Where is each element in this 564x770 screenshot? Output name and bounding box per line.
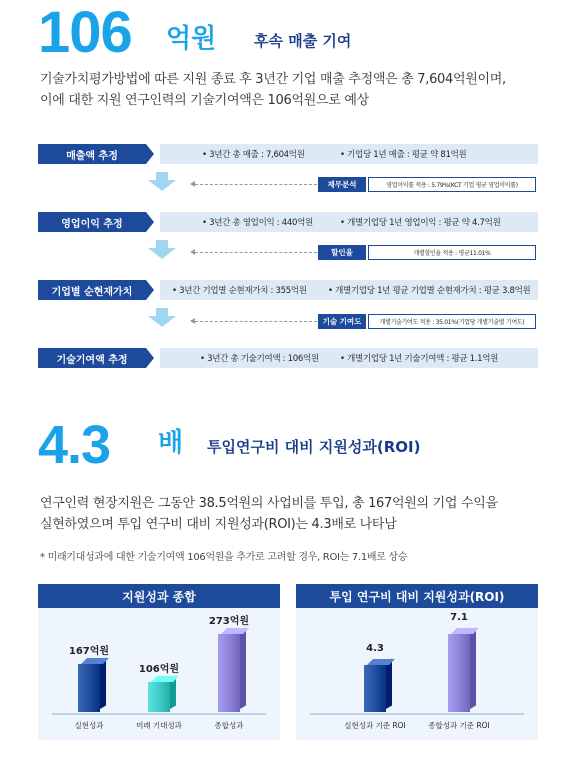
- bar: [78, 664, 100, 712]
- bar: [364, 665, 386, 712]
- down-arrow-stem: [156, 240, 168, 248]
- bar-category-label: 미래 기대성과: [136, 721, 182, 730]
- flow-item: • 3년간 총 매출 : 7,604억원: [202, 150, 305, 160]
- bar-value-label: 106억원: [138, 663, 180, 675]
- bar-side: [386, 658, 392, 709]
- dashed-line: [195, 184, 317, 185]
- flow-item: • 개별기업당 1년 평균 기업별 순현재가치 : 평균 3.8억원: [328, 286, 531, 296]
- chart-baseline: [310, 713, 524, 715]
- chart-title: 지원성과 종합: [38, 584, 280, 608]
- bar: [148, 682, 170, 712]
- flow-info-operating-profit: [160, 212, 538, 232]
- roi-multiple-unit: 배: [158, 428, 184, 458]
- bar-side: [240, 628, 246, 709]
- step-desc-tech-contribution: 개별기술기여도 적용 : 35.01%(기업당 개별기술별 기여도): [368, 314, 536, 329]
- flow-item: • 3년간 총 기술기여액 : 106억원: [200, 354, 319, 364]
- chart-baseline: [52, 713, 266, 715]
- bar-value-label: 4.3: [366, 642, 384, 654]
- flow-label-sales: [38, 144, 146, 164]
- flow-label-text: 매출액 추정: [66, 150, 118, 162]
- bar-category-label: 종합성과: [214, 721, 244, 730]
- bar-side: [100, 658, 106, 709]
- dashed-line: [195, 252, 317, 253]
- paragraph-line: 이에 대한 지원 연구인력의 기술기여액은 106억원으로 예상: [40, 92, 369, 108]
- down-arrow-icon: [148, 248, 176, 259]
- flow-info-npv: [160, 280, 538, 300]
- step-tag-financial: 재무분석: [318, 177, 366, 192]
- paragraph-line: 연구인력 현장지원은 그동안 38.5억원의 사업비를 투입, 총 167억원의 기업 수익을: [40, 496, 498, 511]
- flow-item: • 3년간 총 영업이익 : 440억원: [202, 218, 313, 228]
- chart-panel-performance: [38, 584, 280, 740]
- flow-info-sales: [160, 144, 538, 164]
- paragraph-line: 실현하였으며 투입 연구비 대비 지원성과(ROI)는 4.3배로 나타남: [40, 516, 397, 532]
- section2-paragraph: [40, 494, 550, 536]
- flow-item: • 기업당 1년 매출 : 평균 약 81억원: [340, 150, 467, 160]
- bar: [218, 634, 240, 712]
- roi-multiple-number: 4.3: [38, 415, 111, 475]
- bar-category-label: 실현성과 기준 ROI: [344, 721, 406, 730]
- flow-item: • 3년간 기업별 순현재가치 : 355억원: [172, 286, 307, 296]
- bar-value-label: 167억원: [68, 646, 110, 658]
- down-arrow-icon: [148, 316, 176, 327]
- bar-category-label: 종합성과 기준 ROI: [428, 721, 490, 730]
- down-arrow-icon: [148, 180, 176, 191]
- chart-title: 투입 연구비 대비 지원성과(ROI): [296, 584, 538, 608]
- down-arrow-stem: [156, 172, 168, 180]
- bar-value-label: 273억원: [208, 616, 250, 627]
- dashed-line: [195, 321, 317, 322]
- footnote: * 미래기대성과에 대한 기술기여액 106억원을 추가로 고려할 경우, ROI는 7.1배로 상승: [40, 552, 408, 563]
- step-tag-discount: 할인율: [318, 245, 366, 260]
- roi-headline-number: 106: [38, 0, 132, 65]
- flow-label-text: 영업이익 추정: [61, 218, 123, 230]
- bar-value-label: 7.1: [450, 612, 468, 623]
- roi-subtitle: 투입연구비 대비 지원성과(ROI): [207, 438, 421, 456]
- flow-label-text: 기술기여액 추정: [56, 354, 128, 366]
- flow-label-tech-value: [38, 348, 146, 368]
- headline-subtitle: 후속 매출 기여: [254, 32, 352, 50]
- step-desc-financial: 영업이익률 적용 : 5.79%(KCT 기업 평균 영업이익률): [368, 177, 536, 192]
- flow-item: • 개별기업당 1년 영업이익 : 평균 약 4.7억원: [340, 218, 501, 228]
- headline-unit: 억원: [166, 24, 217, 54]
- bar-side: [470, 628, 476, 709]
- bar-category-label: 실현성과: [74, 721, 104, 730]
- bar: [448, 634, 470, 712]
- flow-info-tech-value: [160, 348, 538, 368]
- step-tag-tech-contribution: 기술 기여도: [318, 314, 366, 329]
- flow-label-operating-profit: [38, 212, 146, 232]
- down-arrow-stem: [156, 308, 168, 316]
- chart-area: [296, 608, 538, 740]
- flow-label-npv: [38, 280, 146, 300]
- chart-area: [38, 608, 280, 740]
- flow-item: • 개별기업당 1년 기술기여액 : 평균 1.1억원: [340, 354, 499, 364]
- step-desc-discount: 개별할인율 적용 : 평균11.01%: [368, 245, 536, 260]
- chart-panel-roi: [296, 584, 538, 740]
- section1-paragraph: [40, 70, 550, 112]
- flow-label-text: 기업별 순현재가치: [51, 286, 133, 298]
- paragraph-line: 기술가치평가방법에 따른 지원 종료 후 3년간 기업 매출 추정액은 총 7,604억원이며,: [40, 72, 506, 87]
